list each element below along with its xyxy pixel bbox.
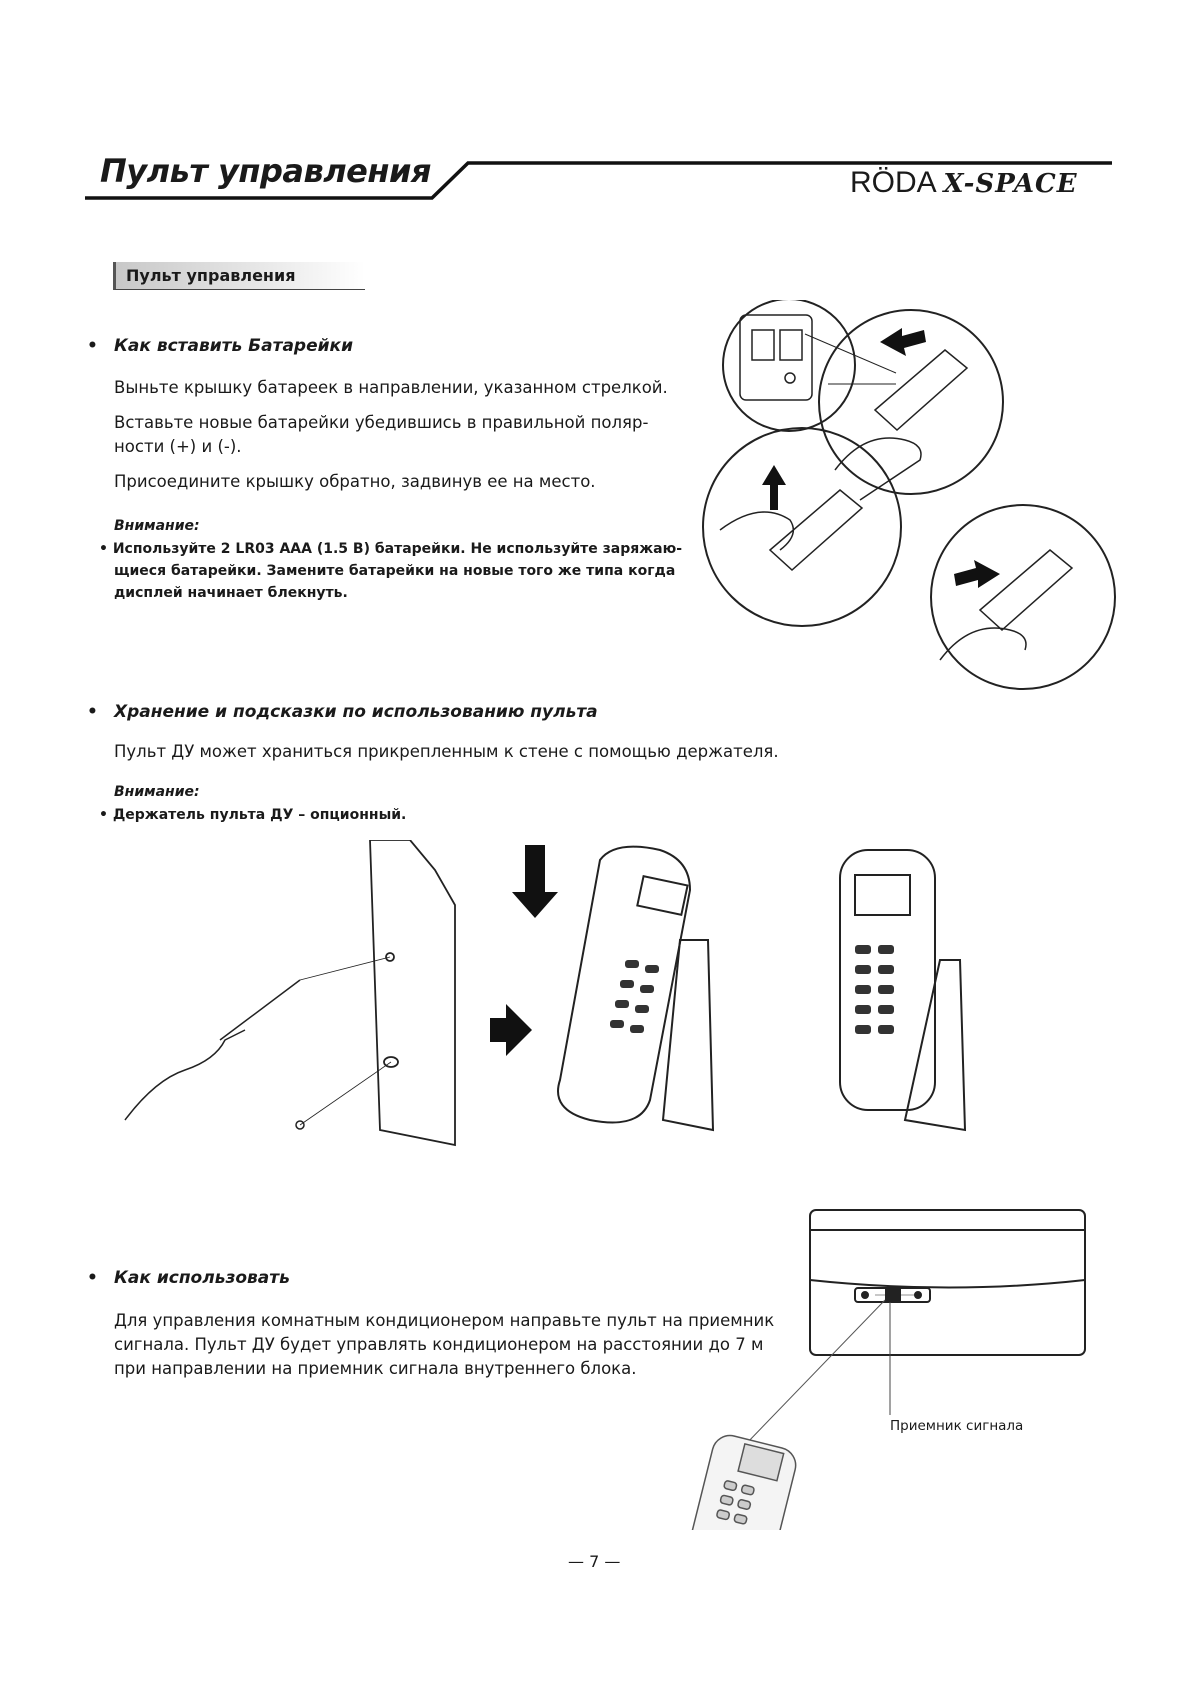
battery-heading-text: Как вставить Батарейки [114, 336, 353, 356]
usage-line-3: при направлении на приемник сигнала внутреннего блока. [114, 1359, 637, 1378]
storage-heading: • Хранение и подсказки по использованию пульта [87, 702, 598, 722]
brand-name: RÖDA [850, 166, 936, 199]
storage-note-text: • Держатель пульта ДУ – опционный. [99, 807, 407, 823]
battery-compartment-icon [740, 315, 812, 400]
handheld-remote-icon [690, 1432, 799, 1530]
remote-on-holder-tilted-icon [558, 847, 713, 1130]
page-title: Пульт управления [100, 152, 431, 190]
battery-note-line-2: щиеся батарейки. Замените батарейки на новые того же типа когда [114, 563, 676, 579]
receiver-label: Приемник сигнала [890, 1418, 1024, 1434]
brand-series: X-SPACE [943, 169, 1078, 199]
usage-heading-text: Как использовать [114, 1268, 290, 1288]
storage-heading-text: Хранение и подсказки по использованию пульта [114, 702, 598, 722]
screwdriver-icon [125, 957, 391, 1129]
usage-heading: • Как использовать [87, 1268, 290, 1288]
arrow-left-icon [880, 328, 926, 356]
page-number: — 7 — [568, 1552, 621, 1571]
battery-heading: • Как вставить Батарейки [87, 336, 353, 356]
wall-holder-icon [370, 840, 455, 1145]
indoor-unit-illustration [690, 1200, 1110, 1530]
battery-step-2: Вставьте новые батарейки убедившись в правильной поляр- [114, 413, 649, 432]
battery-note-line-1: • Используйте 2 LR03 AAA (1.5 В) батарейки. Не используйте заряжаю- [99, 541, 683, 557]
arrow-right-icon [954, 560, 1000, 588]
arrow-down-icon [512, 845, 558, 918]
storage-text: Пульт ДУ может храниться прикрепленным к стене с помощью держателя. [114, 742, 779, 761]
storage-note-title: Внимание: [114, 784, 200, 800]
battery-note-title: Внимание: [114, 518, 200, 534]
brand-logo [850, 166, 1078, 200]
arrow-up-icon [762, 465, 786, 510]
usage-line-2: сигнала. Пульт ДУ будет управлять кондиционером на расстоянии до 7 м [114, 1335, 764, 1354]
battery-illustration [700, 300, 1140, 700]
holder-illustration [120, 840, 1020, 1160]
header-rule [0, 0, 1190, 260]
signal-line [745, 1300, 885, 1445]
battery-step-3: Присоедините крышку обратно, задвинув ее на место. [114, 472, 596, 491]
battery-step-2-cont: ности (+) и (-). [114, 437, 242, 456]
section-tab: Пульт управления [113, 262, 365, 290]
battery-note-line-3: дисплей начинает блекнуть. [114, 585, 348, 601]
usage-line-1: Для управления комнатным кондиционером направьте пульт на приемник [114, 1311, 775, 1330]
remote-on-holder-upright-icon [840, 850, 965, 1130]
arrow-right-icon [490, 1004, 532, 1056]
battery-step-1: Выньте крышку батареек в направлении, указанном стрелкой. [114, 378, 668, 397]
air-conditioner-icon [810, 1210, 1085, 1355]
